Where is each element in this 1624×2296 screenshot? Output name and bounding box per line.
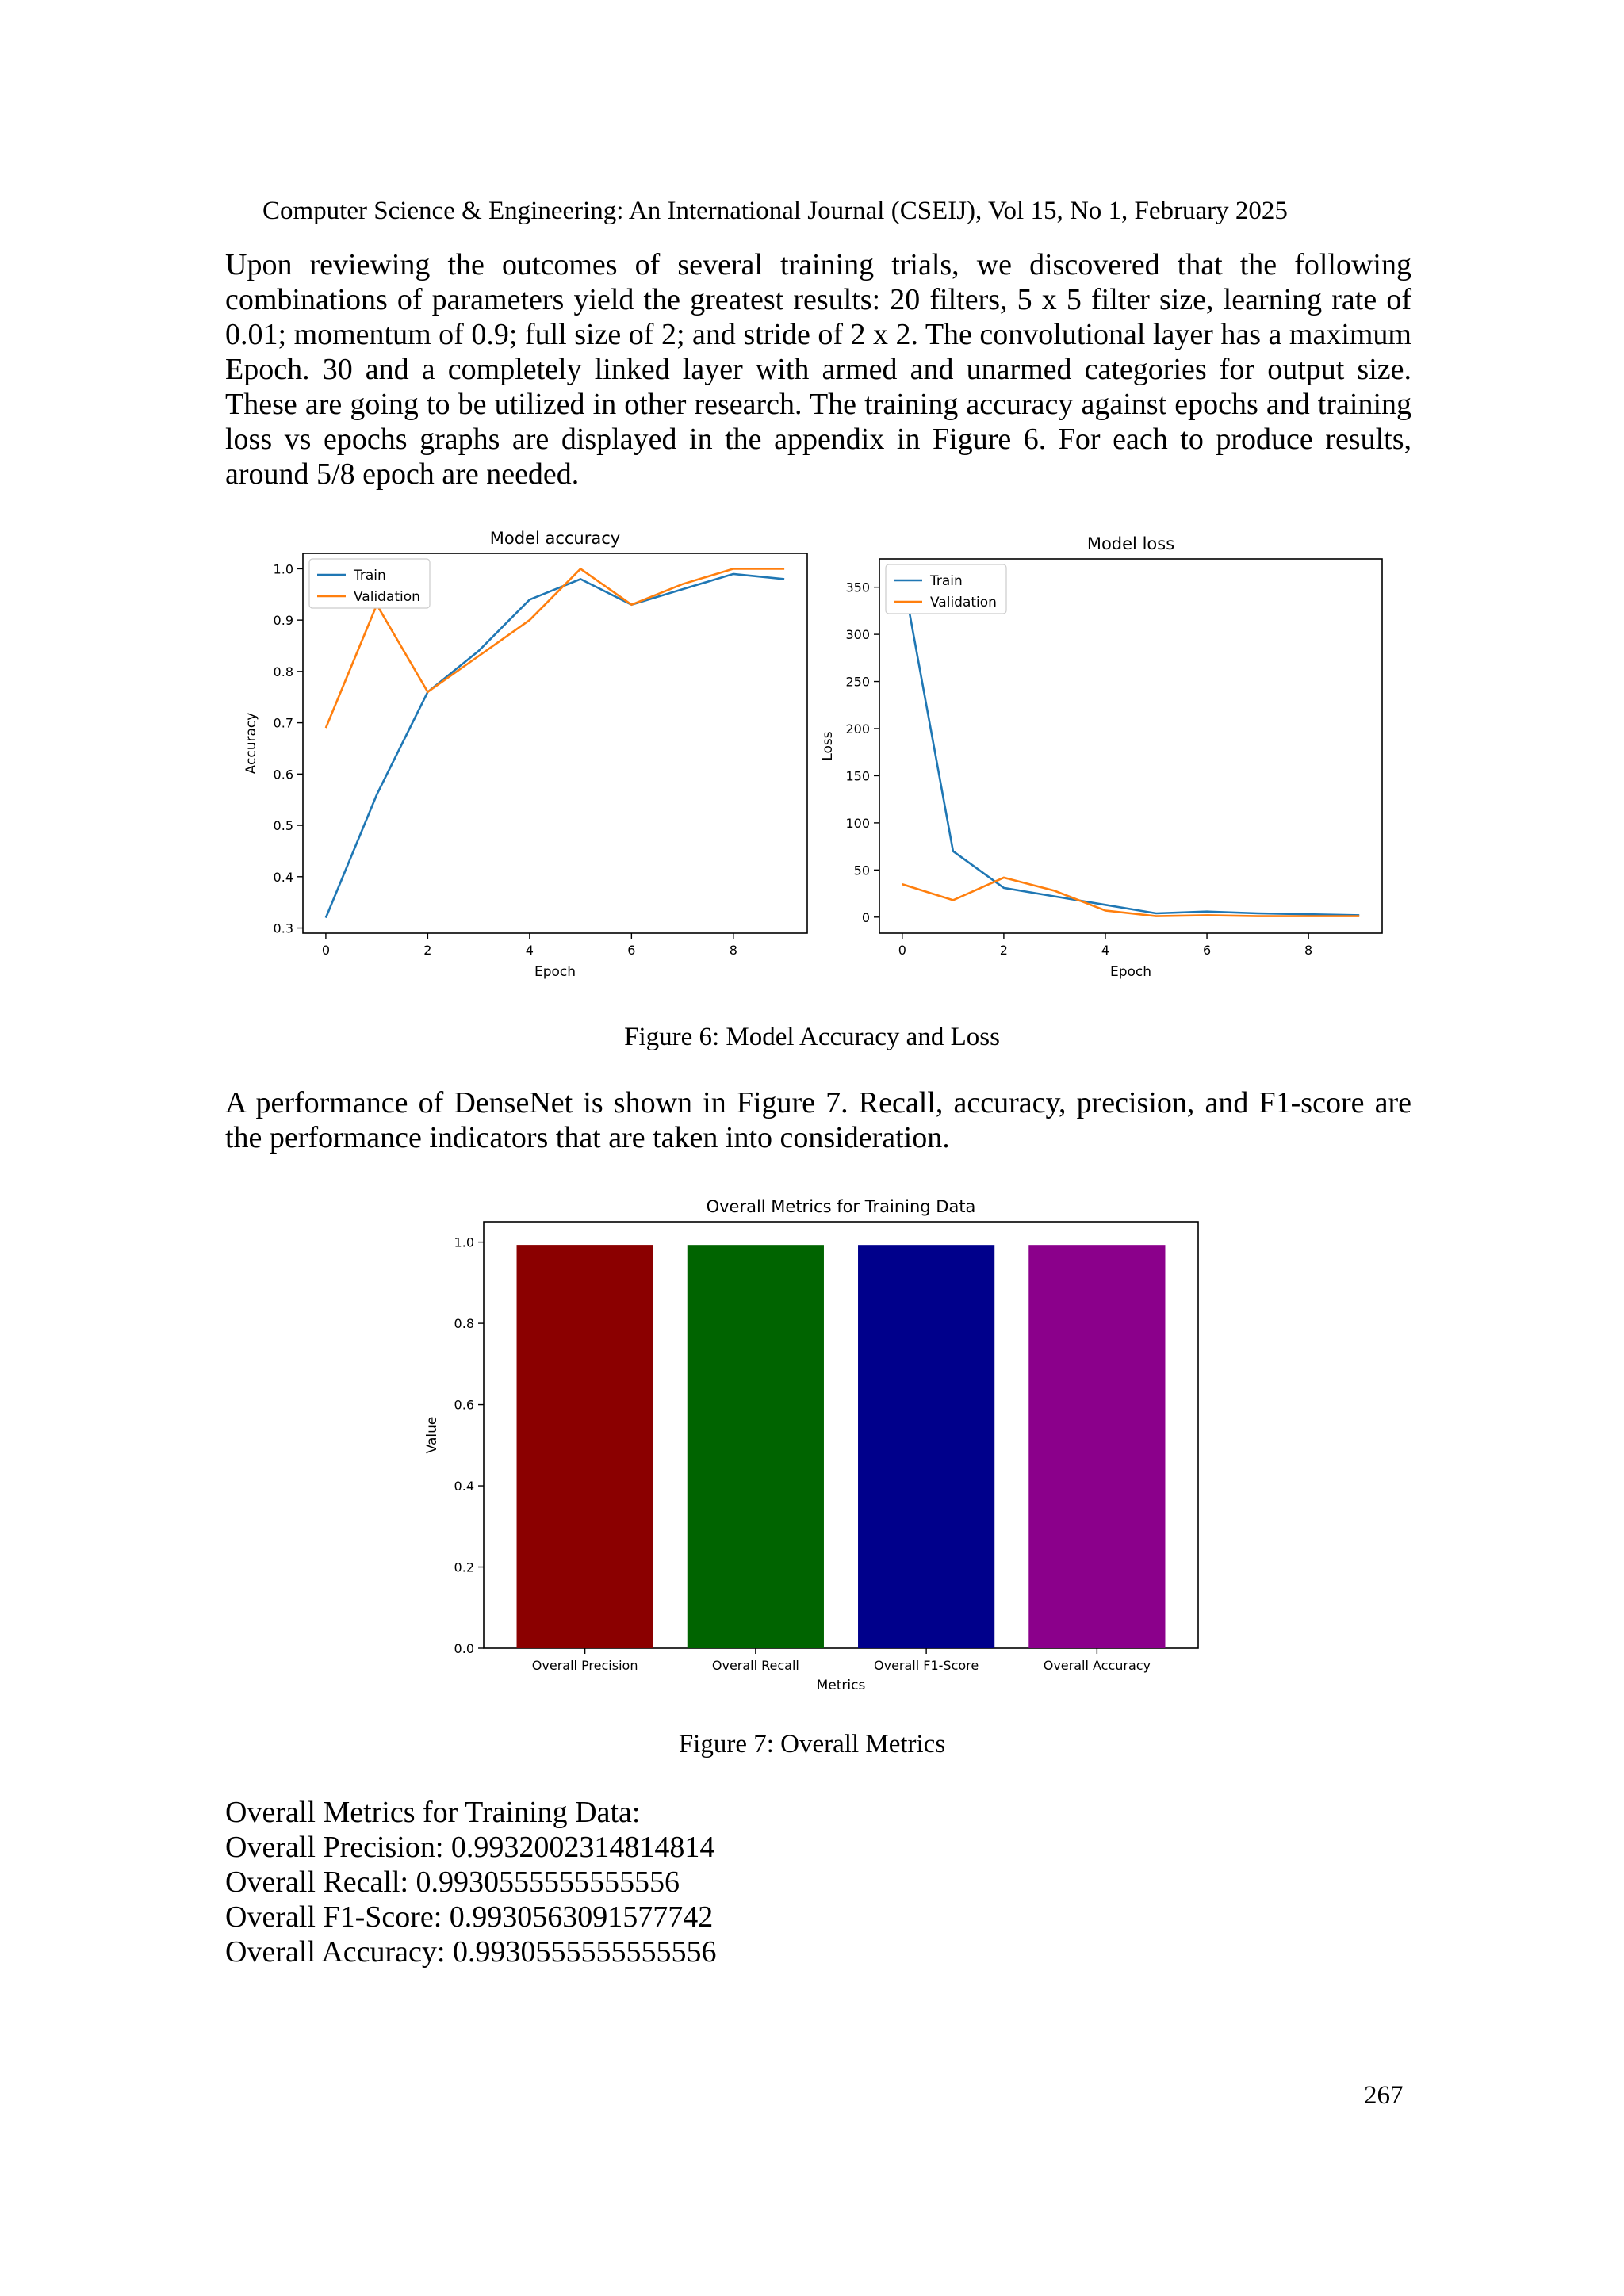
metric-f1-score: Overall F1-Score: 0.9930563091577742	[225, 1900, 714, 1934]
bar-chart	[424, 1197, 1198, 1693]
series-line-train	[902, 573, 1359, 916]
y-tick-label: 0.4	[454, 1479, 474, 1494]
x-tick-label: 2	[999, 943, 1008, 958]
y-tick-label: 1.0	[454, 1234, 474, 1250]
x-axis-label: Metrics	[816, 1678, 866, 1693]
x-tick-label: Overall Accuracy	[1043, 1658, 1151, 1673]
chart-title: Model loss	[1086, 534, 1175, 553]
x-tick-label: Overall Precision	[531, 1658, 638, 1673]
y-tick-label: 300	[845, 627, 870, 643]
metric-recall: Overall Recall: 0.9930555555555556	[225, 1866, 680, 1899]
bar-overall-accuracy	[1028, 1245, 1165, 1648]
y-tick-label: 0.6	[273, 767, 293, 783]
y-tick-label: 0.6	[454, 1397, 474, 1413]
y-axis-label: Value	[424, 1416, 440, 1454]
x-axis-label: Epoch	[534, 964, 576, 980]
x-tick-label: 4	[1101, 943, 1110, 958]
series-line-validation	[902, 878, 1359, 916]
y-tick-label: 0.2	[454, 1559, 474, 1575]
journal-header: Computer Science & Engineering: An International Journal (CSEIJ), Vol 15, No 1, February 2025	[262, 197, 1288, 225]
metrics-list	[225, 1795, 716, 1969]
y-axis-label: Accuracy	[243, 712, 259, 775]
plot-frame	[879, 559, 1382, 933]
x-tick-label: 8	[1304, 943, 1313, 958]
y-tick-label: 0.3	[273, 920, 293, 936]
y-tick-label: 0.5	[273, 818, 293, 834]
y-tick-label: 0	[861, 909, 870, 925]
x-tick-label: 4	[525, 943, 534, 958]
y-tick-label: 0.7	[273, 715, 293, 731]
metrics-title: Overall Metrics for Training Data:	[225, 1796, 641, 1829]
page-number: 267	[1364, 2081, 1404, 2110]
y-tick-label: 50	[853, 863, 870, 878]
y-tick-label: 0.9	[273, 613, 293, 629]
x-tick-label: 0	[321, 943, 331, 958]
metric-accuracy: Overall Accuracy: 0.9930555555555556	[225, 1935, 717, 1969]
y-tick-label: 100	[845, 815, 870, 831]
x-axis-label: Epoch	[1109, 964, 1152, 980]
figure6-caption: Figure 6: Model Accuracy and Loss	[624, 1023, 1000, 1051]
legend-label: Validation	[930, 595, 997, 610]
x-tick-label: 6	[1202, 943, 1212, 958]
bar-overall-f1-score	[858, 1245, 994, 1648]
figure7-caption: Figure 7: Overall Metrics	[678, 1730, 946, 1758]
y-tick-label: 1.0	[273, 561, 293, 577]
line-chart-2	[820, 534, 1382, 980]
series-line-train	[326, 574, 784, 918]
y-tick-label: 200	[845, 721, 870, 737]
x-tick-label: 6	[627, 943, 636, 958]
x-tick-label: Overall Recall	[711, 1658, 799, 1673]
x-tick-label: Overall F1-Score	[874, 1658, 979, 1673]
x-tick-label: 8	[729, 943, 737, 958]
chart-title: Model accuracy	[489, 529, 621, 548]
y-tick-label: 0.8	[273, 664, 293, 679]
legend-label: Train	[930, 573, 963, 589]
chart-title: Overall Metrics for Training Data	[706, 1197, 976, 1216]
y-tick-label: 150	[845, 768, 870, 784]
paragraph-densenet-performance: A performance of DenseNet is shown in Figure 7. Recall, accuracy, precision, and F1-score are the performance indicators that are taken into consideration.	[225, 1086, 1411, 1154]
y-tick-label: 250	[845, 674, 870, 690]
metric-precision: Overall Precision: 0.9932002314814814	[225, 1831, 715, 1864]
y-tick-label: 0.4	[273, 869, 293, 885]
y-tick-label: 0.8	[454, 1316, 474, 1332]
x-tick-label: 0	[898, 943, 906, 958]
line-chart-1	[243, 529, 807, 980]
x-tick-label: 2	[423, 943, 432, 958]
legend-label: Validation	[354, 589, 420, 605]
bar-overall-precision	[517, 1245, 653, 1648]
y-tick-label: 0.0	[454, 1641, 474, 1656]
paragraph-training-results: Upon reviewing the outcomes of several training trials, we discovered that the following combinations of parameters yield the greatest results: 20 filters, 5 x 5 filter size, learning rate of 0.01; momentum of 0.9; full size of 2; and stride of 2 x 2. The convolutional layer has a maximum Epoch. 30 and a completely linked layer with armed and unarmed categories for output size. These are going to be utilized in other research. The training accuracy against epochs and training loss vs epochs graphs are displayed in the appendix in Figure 6. For each to produce results, around 5/8 epoch are needed.	[225, 248, 1411, 491]
bar-overall-recall	[688, 1245, 824, 1648]
legend-label: Train	[354, 568, 386, 584]
y-tick-label: 350	[845, 580, 870, 595]
y-axis-label: Loss	[820, 731, 836, 761]
plot-frame	[303, 553, 807, 933]
